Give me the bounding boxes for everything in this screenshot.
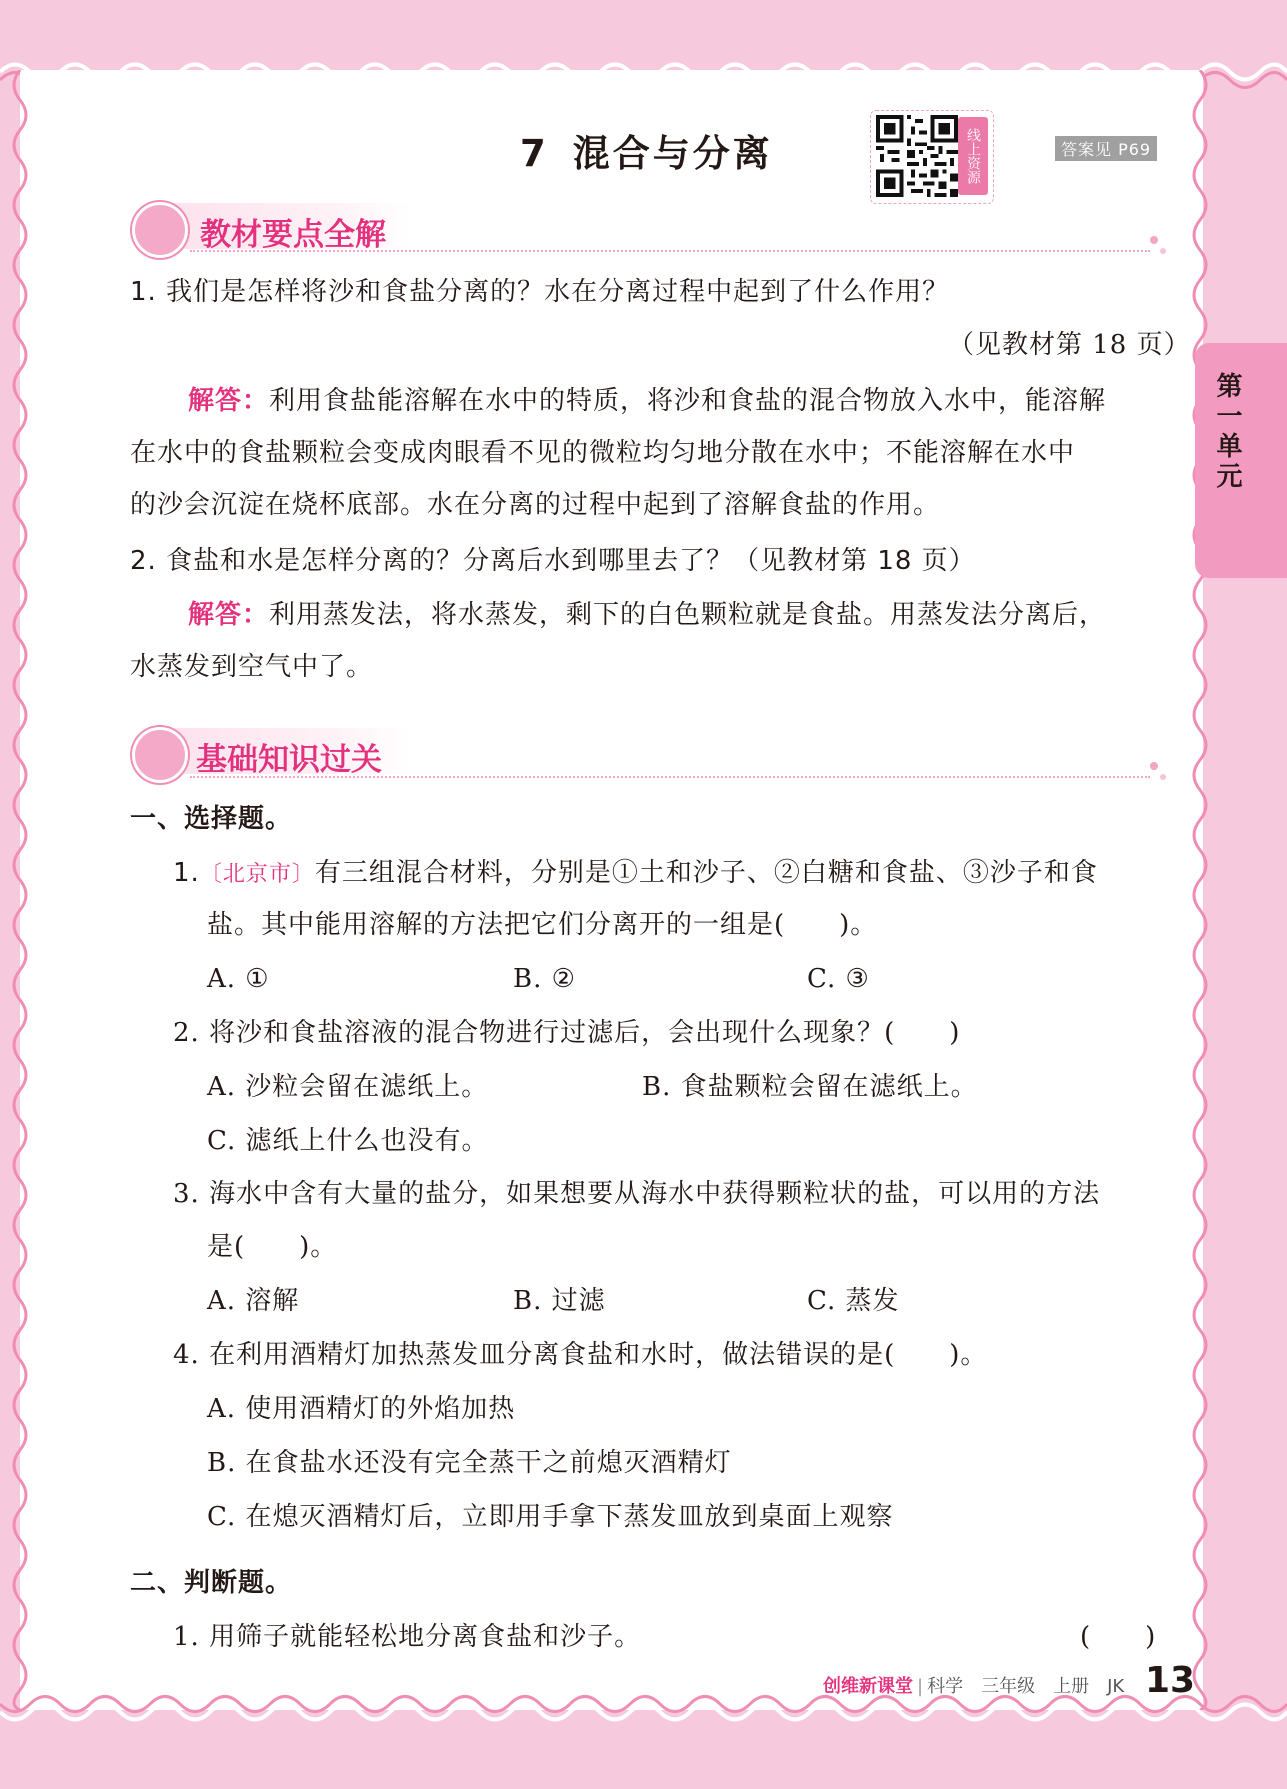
answer-reference: 答案见 P69 [1055,136,1157,161]
page-number: 13 [1145,1660,1196,1701]
part2-heading: 二、判断题。 [130,1568,293,1598]
divider-dot [1150,236,1158,244]
divider-dot [1160,774,1166,780]
answer-bracket[interactable]: ( ) [1080,1622,1157,1652]
question-1: 1. 我们是怎样将沙和食盐分离的？水在分离过程中起到了什么作用？ [130,277,950,307]
option-c[interactable]: C. ③ [807,964,870,994]
option-b[interactable]: B. 食盐颗粒会留在滤纸上。 [642,1072,978,1102]
footer-brand: 创维新课堂 [823,1676,913,1697]
answer-1-line1: 解答：利用食盐能溶解在水中的特质，将沙和食盐的混合物放入水中，能溶解 [188,386,1107,416]
qr-side-label: 线上资源 [958,117,988,195]
answer-2-line2: 水蒸发到空气中了。 [130,652,374,682]
divider-dot [1160,248,1166,254]
frame-wave-left [2,70,32,1710]
choice-q1-line2: 盐。其中能用溶解的方法把它们分离开的一组是( )。 [207,910,878,940]
option-b[interactable]: B. 在食盐水还没有完全蒸干之前熄灭酒精灯 [207,1448,732,1478]
choice-q4: 4. 在利用酒精灯加热蒸发皿分离食盐和水时，做法错误的是( )。 [173,1340,988,1370]
section2-divider [190,776,1150,778]
answer-1-line3: 的沙会沉淀在烧杯底部。水在分离的过程中起到了溶解食盐的作用。 [130,490,941,520]
footer [823,1672,1124,1698]
part1-heading: 一、选择题。 [130,804,293,834]
option-a[interactable]: A. ① [207,964,270,994]
divider-dot [1150,762,1158,770]
section1-title: 教材要点全解 [200,217,386,253]
section2-title: 基础知识过关 [196,742,382,778]
option-c[interactable]: C. 蒸发 [807,1286,900,1316]
lesson-number: 7 [520,132,549,175]
mascot-icon [132,727,188,783]
footer-separator: | [917,1676,924,1697]
frame-wave-right [1188,70,1218,1710]
choice-q2: 2. 将沙和食盐溶液的混合物进行过滤后，会出现什么现象？( ) [173,1018,961,1048]
question-2: 2. 食盐和水是怎样分离的？分离后水到哪里去了？（见教材第 18 页） [130,546,976,576]
option-c[interactable]: C. 在熄灭酒精灯后，立即用手拿下蒸发皿放到桌面上观察 [207,1502,894,1532]
unit-tab-label: 第一单元 [1212,372,1242,492]
judge-q1: 1. 用筛子就能轻松地分离食盐和沙子。 [173,1622,642,1652]
frame-wave-bottom [0,1692,1287,1732]
lesson-name: 混合与分离 [572,132,773,175]
option-c[interactable]: C. 滤纸上什么也没有。 [207,1126,489,1156]
footer-subject: 科学 三年级 上册 JK [927,1676,1125,1697]
option-b[interactable]: B. ② [513,964,576,994]
option-b[interactable]: B. 过滤 [513,1286,606,1316]
section1-divider [190,250,1150,252]
answer-1-line2: 在水中的食盐颗粒会变成肉眼看不见的微粒均匀地分散在水中；不能溶解在水中 [130,438,1076,468]
choice-q3-line1: 3. 海水中含有大量的盐分，如果想要从海水中获得颗粒状的盐，可以用的方法 [173,1179,1101,1209]
lesson-title [520,123,773,177]
answer-2-line1: 解答：利用蒸发法，将水蒸发，剩下的白色颗粒就是食盐。用蒸发法分离后， [188,600,1107,630]
answer-label: 解答： [188,386,270,416]
option-a[interactable]: A. 沙粒会留在滤纸上。 [207,1072,489,1102]
mascot-icon [132,202,188,258]
region-tag: 〔北京市〕 [199,862,315,887]
textbook-ref: （见教材第 18 页） [948,330,1191,360]
choice-q1-line1: 1.〔北京市〕有三组混合材料，分别是①土和沙子、②白糖和食盐、③沙子和食 [173,858,1098,888]
choice-q3-line2: 是( )。 [207,1232,338,1262]
option-a[interactable]: A. 使用酒精灯的外焰加热 [207,1394,516,1424]
answer-label: 解答： [188,600,270,630]
qr-code-icon[interactable] [876,115,958,197]
option-a[interactable]: A. 溶解 [207,1286,300,1316]
